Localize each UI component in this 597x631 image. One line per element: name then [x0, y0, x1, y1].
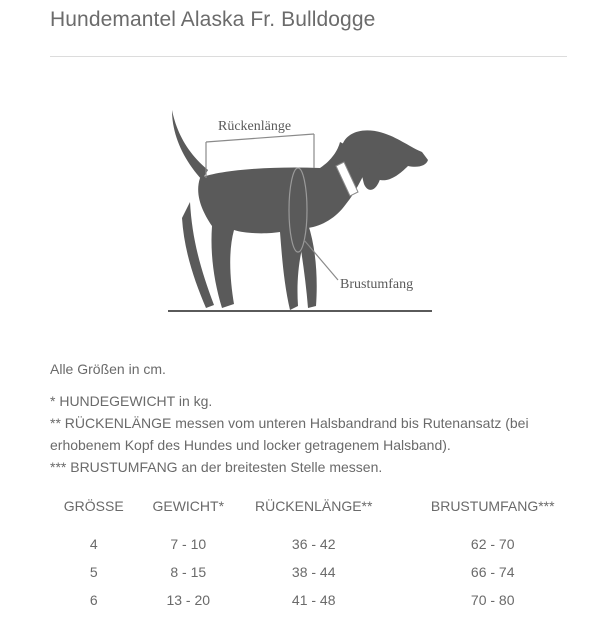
size-notes: [50, 358, 570, 478]
header-back-length: RÜCKENLÄNGE**: [254, 498, 373, 514]
cell-size: 6: [89, 592, 98, 608]
dog-measurement-illustration: [150, 100, 450, 320]
cell-chest: 62 - 70: [470, 536, 515, 552]
page-title: Hundemantel Alaska Fr. Bulldogge: [50, 8, 376, 31]
cell-chest: 70 - 80: [470, 592, 515, 608]
chest-girth-label: Brustumfang: [340, 277, 414, 292]
weight-note: * HUNDEGEWICHT in kg.: [50, 393, 213, 409]
table-spacer: [50, 520, 597, 530]
table-header-row: [50, 492, 597, 520]
table-row: [50, 586, 597, 614]
unit-note: Alle Größen in cm.: [50, 361, 166, 377]
size-table: [50, 492, 597, 614]
cell-weight: 7 - 10: [170, 536, 207, 552]
header-chest: BRUSTUMFANG***: [430, 498, 555, 514]
cell-weight: 8 - 15: [170, 564, 207, 580]
cell-size: 5: [89, 564, 98, 580]
header-weight: GEWICHT*: [152, 498, 225, 514]
table-row: [50, 558, 597, 586]
cell-size: 4: [89, 536, 98, 552]
table-row: [50, 530, 597, 558]
back-length-label: Rückenlänge: [218, 119, 292, 134]
cell-weight: 13 - 20: [166, 592, 211, 608]
title-divider: [50, 56, 567, 57]
cell-chest: 66 - 74: [470, 564, 515, 580]
header-size: GRÖSSE: [63, 498, 124, 514]
cell-back-length: 41 - 48: [291, 592, 336, 608]
cell-back-length: 36 - 42: [291, 536, 336, 552]
chest-note: *** BRUSTUMFANG an der breitesten Stelle messen.: [50, 459, 383, 475]
cell-back-length: 38 - 44: [291, 564, 336, 580]
back-length-note: ** RÜCKENLÄNGE messen vom unteren Halsbandrand bis Rutenansatz (bei erhobenem Kopf des Hundes und locker getragenem Halsband).: [50, 415, 529, 453]
